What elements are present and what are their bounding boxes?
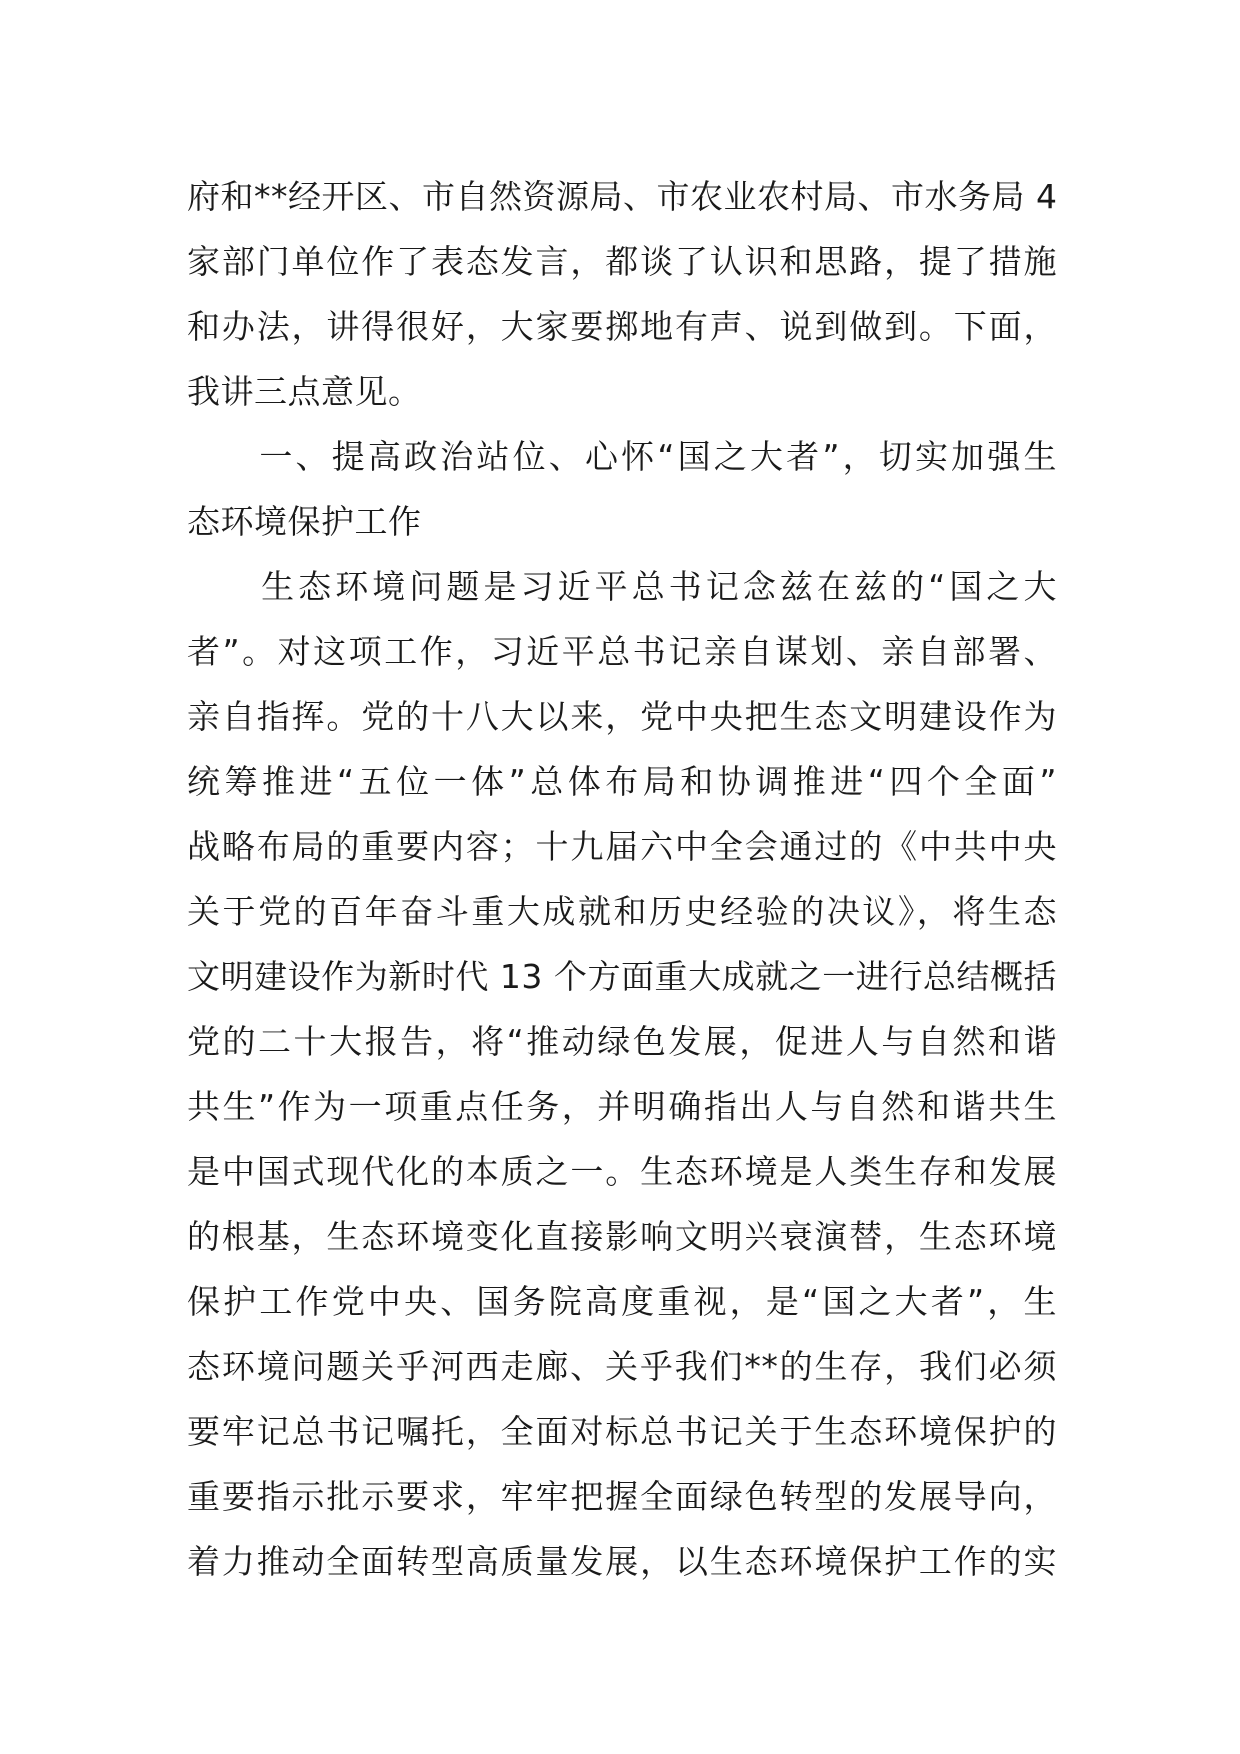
text-line: 亲自指挥。党的十八大以来，党中央把生态文明建设作为 [187,697,1057,736]
text-line: 要牢记总书记嘱托，全面对标总书记关于生态环境保护的 [187,1412,1057,1451]
text-line: 关于党的百年奋斗重大成就和历史经验的决议》，将生态 [187,892,1057,931]
text-line: 的根基，生态环境变化直接影响文明兴衰演替，生态环境 [187,1217,1057,1256]
text-line: 统筹推进“五位一体”总体布局和协调推进“四个全面” [187,762,1057,801]
section-heading-line: 一、提高政治站位、心怀“国之大者”，切实加强生 [187,437,1057,476]
text-line: 生态环境问题是习近平总书记念兹在兹的“国之大 [187,567,1057,606]
text-line: 我讲三点意见。 [187,372,422,411]
section-heading-line: 态环境保护工作 [187,502,422,541]
text-line: 共生”作为一项重点任务，并明确指出人与自然和谐共生 [187,1087,1057,1126]
text-line: 着力推动全面转型高质量发展，以生态环境保护工作的实 [187,1542,1057,1581]
body-text [187,164,1057,1594]
text-line: 者”。对这项工作，习近平总书记亲自谋划、亲自部署、 [187,632,1057,671]
text-line: 和办法，讲得很好，大家要掷地有声、说到做到。下面， [187,307,1057,346]
text-line: 是中国式现代化的本质之一。生态环境是人类生存和发展 [187,1152,1057,1191]
text-line: 家部门单位作了表态发言，都谈了认识和思路，提了措施 [187,242,1057,281]
text-line: 战略布局的重要内容；十九届六中全会通过的《中共中央 [187,827,1057,866]
text-line: 重要指示批示要求，牢牢把握全面绿色转型的发展导向， [187,1477,1057,1516]
text-line: 党的二十大报告，将“推动绿色发展，促进人与自然和谐 [187,1022,1057,1061]
text-line: 态环境问题关乎河西走廊、关乎我们**的生存，我们必须 [187,1347,1057,1386]
text-line: 府和**经开区、市自然资源局、市农业农村局、市水务局 4 [187,177,1058,216]
text-line: 保护工作党中央、国务院高度重视，是“国之大者”，生 [187,1282,1057,1321]
text-line: 文明建设作为新时代 13 个方面重大成就之一进行总结概括 [187,957,1057,996]
